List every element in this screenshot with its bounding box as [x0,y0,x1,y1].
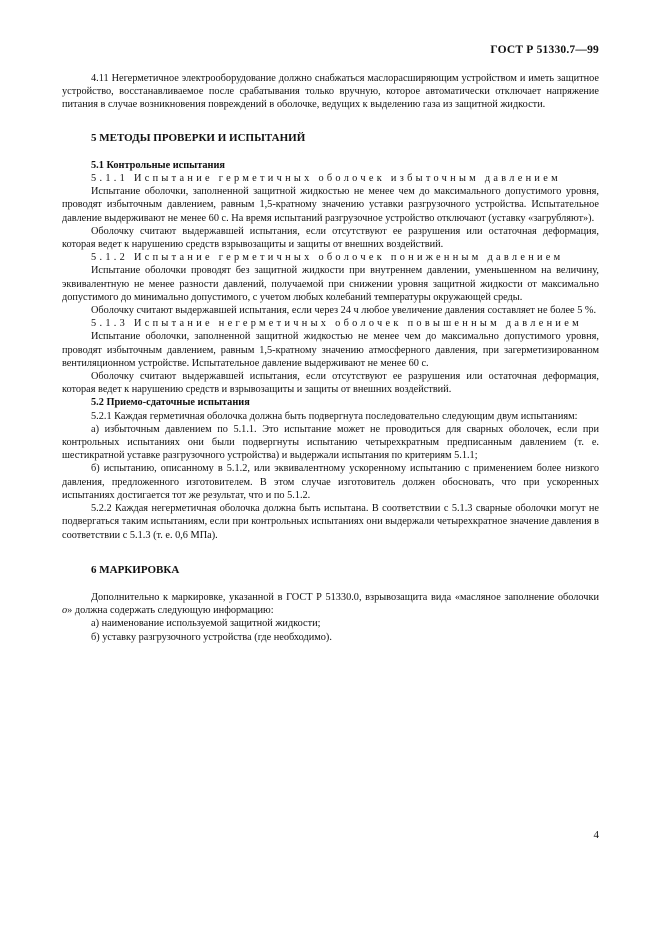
clause-5-1-3-criteria: Оболочку считают выдержавшей испытания, если отсутствуют ее разрушения или остаточная деформация, которая ведет к нарушению средств и взрывозащиты и защиты от внешних воздействий. [62,371,599,396]
clause-5-1-1-heading: 5.1.1 Испытание герметичных оболочек избыточным давлением [91,173,561,185]
paragraph-4-11: 4.11 Негерметичное электрооборудование должно снабжаться маслорасширяющим устройством и иметь защитное устройство, восстанавливаемое после срабатывания только вручную, которое автоматически отключает напряжение питания в случае возникновения повреждений в оболочке, ведущих к выделению газа из защитной жидкости. [62,73,599,111]
document-header: ГОСТ Р 51330.7—99 [490,44,599,56]
clause-5-1-2-criteria: Оболочку считают выдержавшей испытания, если через 24 ч любое увеличение давления составляет не более 5 %. [91,305,597,317]
marking-item-b: б) уставку разгрузочного устройства (где необходимо). [91,631,332,643]
oil-fill-symbol: о [62,605,68,617]
subsection-5-2-title: 5.2 Приемо-сдаточные испытания [91,397,250,409]
section-6-intro [62,591,599,617]
clause-5-2-1-text: 5.2.1 Каждая герметичная оболочка должна быть подвергнута последовательно следующим двум испытаниям: [91,410,578,422]
section-6-intro-part2: » должна содержать следующую информацию: [67,605,274,617]
section-6-title: 6 МАРКИРОВКА [91,563,180,576]
section-5-title: 5 МЕТОДЫ ПРОВЕРКИ И ИСПЫТАНИЙ [91,131,306,144]
clause-5-1-2-heading: 5.1.2 Испытание герметичных оболочек пониженным давлением [91,252,564,264]
clause-5-2-1-item-a: а) избыточным давлением по 5.1.1. Это испытание может не проводиться для сварных оболочек, если при контрольных испытаниях они были подвергнуты испытанию четырехкратным предписанным давлением (т. е. шестикратной уставке разгрузочного устройства) и выдержали испытания по критериям 5.1.1; [62,423,599,462]
marking-item-a: а) наименование используемой защитной жидкости; [91,618,321,630]
section-6-intro-part1: Дополнительно к маркировке, указанной в ГОСТ Р 51330.0, взрывозащита вида «масляное заполнение оболочки [91,591,599,603]
clause-5-1-2-text: Испытание оболочки проводят без защитной жидкости при внутреннем давлении, уменьшенном на величину, эквивалентную не менее разности давлений, получаемой при снижении уровня защитной жидкости от максимально допустимого до минимально допустимого, с учетом любых колебаний температуры окружающей среды. [62,265,599,303]
clause-5-1-1-criteria: Оболочку считают выдержавшей испытания, если отсутствуют ее разрушения или остаточная деформация, которая ведет к нарушению средств взрывозащиты и защиты от внешних воздействий. [62,225,599,251]
page-number: 4 [593,829,599,841]
clause-5-1-1-text: Испытание оболочки, заполненной защитной жидкостью не менее чем до максимального допустимого уровня, проводят избыточным давлением, равным 1,5-кратному значению уставки разгрузочного устройства. Испытательное давление выдерживают не менее 60 с. На время испытаний разгрузочное устройство отключают (уставку «загрубляют»). [62,186,599,224]
clause-5-1-3-text: Испытание оболочки, заполненной защитной жидкостью не менее чем до максимально допустимого уровня, проводят избыточным давлением, равным 1,5-кратному значению атмосферного давления, при загерметизированном вентиляционном устройстве. Испытательное давление выдерживают не менее 60 с. [62,331,599,369]
subsection-5-1-title: 5.1 Контрольные испытания [91,159,225,171]
clause-5-2-2-text: 5.2.2 Каждая негерметичная оболочка должна быть испытана. В соответствии с 5.1.3 сварные оболочки могут не подвергаться таким испытаниям, если при контрольных испытаниях они выдержали четырехкратное значение давления в соответствии с 5.1.3 (т. е. 0,6 МПа). [62,503,599,541]
page-content [62,72,599,644]
clause-5-2-1-item-b: б) испытанию, описанному в 5.1.2, или эквивалентному ускоренному испытанию с применением более низкого давления, предложенного изготовителем. В этом случае изготовитель должен обосновать, что при ускоренных испытаниях достигается тот же результат, что и по 5.1.2. [62,463,599,501]
clause-5-1-3-heading: 5.1.3 Испытание негерметичных оболочек повышенным давлением [91,318,582,330]
